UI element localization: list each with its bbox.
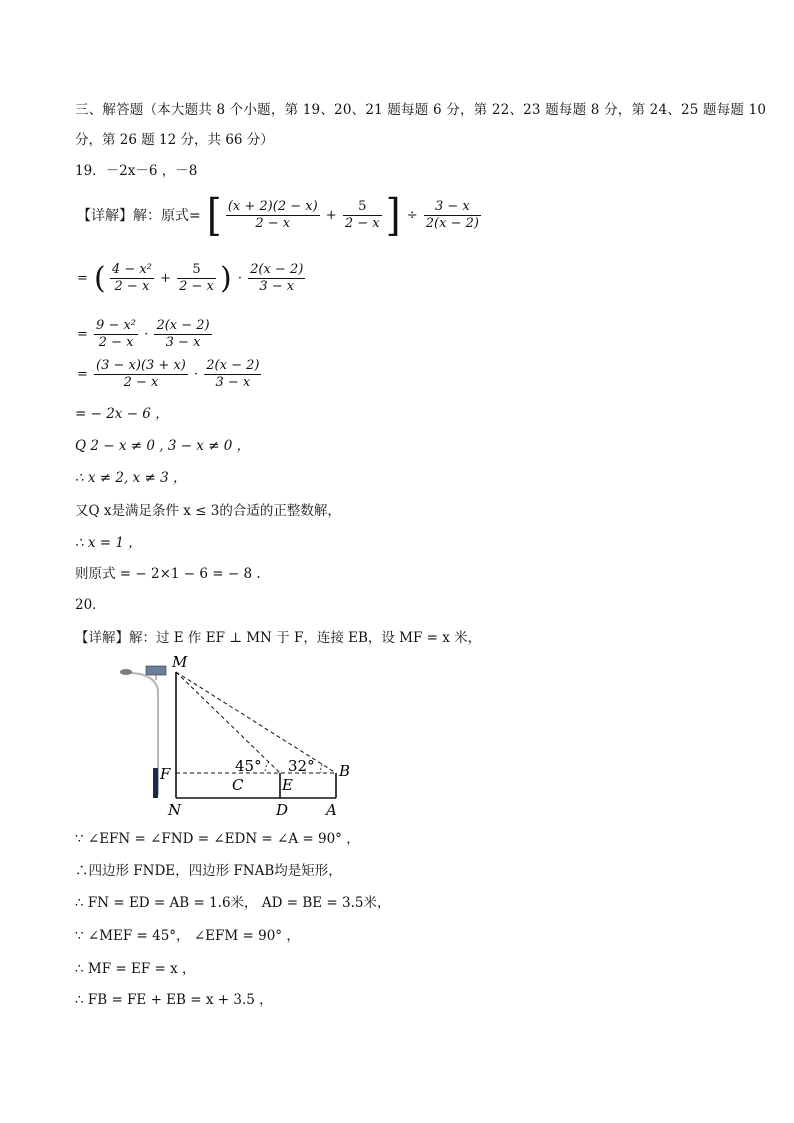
fraction <box>110 262 154 295</box>
numerator: 5 <box>343 199 382 216</box>
q20-line2: ∴四边形 FNDE，四边形 FNAB均是矩形， <box>75 863 342 879</box>
equals-sign: = <box>77 327 88 342</box>
q20-line4: ∵ ∠MEF = 45°， ∠EFM = 90° ， <box>75 928 300 944</box>
right-bracket: ] <box>385 189 401 241</box>
q20-line6: ∴ FB = FE + EB = x + 3.5 ， <box>75 992 273 1008</box>
q19-step9: ∴ x = 1 ， <box>75 535 142 551</box>
denominator: 3 − x <box>215 375 251 390</box>
fraction <box>248 262 305 295</box>
fraction <box>94 318 138 351</box>
numerator: 2(x − 2) <box>156 318 210 333</box>
fraction <box>154 318 211 351</box>
q19-step6: Q 2 − x ≠ 0 , 3 − x ≠ 0 ， <box>75 438 251 454</box>
angle-label-32: 32° <box>288 757 315 775</box>
equals-sign: = <box>77 271 88 286</box>
angle-arc-e <box>265 762 269 773</box>
fraction <box>424 199 481 232</box>
geometry-figure <box>110 650 370 820</box>
denominator: 2 − x <box>179 279 214 294</box>
q20-detail: 【详解】解：过 E 作 EF ⊥ MN 于 F，连接 EB，设 MF = x 米， <box>75 630 482 646</box>
q19-step5: = − 2x − 6 ， <box>75 406 169 422</box>
equals-sign: = <box>77 367 88 382</box>
section-header-line2: 分，第 26 题 12 分，共 66 分） <box>75 132 274 148</box>
right-paren: ) <box>219 260 232 296</box>
numerator: 5 <box>177 262 216 279</box>
label-m: M <box>172 653 188 671</box>
dot-sign: · <box>194 367 199 382</box>
denominator: 2 − x <box>255 215 291 231</box>
q19-step2 <box>75 262 305 295</box>
q19-step7: ∴ x ≠ 2, x ≠ 3 ， <box>75 470 187 486</box>
divide-sign: ÷ <box>406 207 418 223</box>
denominator: 2 − x <box>98 335 134 350</box>
angle-label-45: 45° <box>235 757 262 775</box>
left-bracket: [ <box>206 189 222 241</box>
numerator: 2(x − 2) <box>250 262 304 277</box>
dot-sign: · <box>144 327 149 342</box>
denominator: 2(x − 2) <box>425 215 479 231</box>
q20-line3: ∴ FN = ED = AB = 1.6米， AD = BE = 3.5米， <box>75 895 391 911</box>
fraction <box>343 199 382 232</box>
fraction <box>204 358 261 391</box>
denominator: 3 − x <box>165 335 201 350</box>
dot-sign: · <box>237 271 242 286</box>
line-me <box>176 672 280 773</box>
denominator: 2 − x <box>123 375 159 390</box>
q19-step8: 又Q x是满足条件 x ≤ 3的合适的正整数解， <box>75 503 341 519</box>
fraction <box>226 199 320 232</box>
label-c: C <box>232 776 244 794</box>
section-header-line1: 三、解答题（本大题共 8 个小题，第 19、20、21 题每题 6 分，第 22、23 题每题 8 分，第 24、25 题每题 10 <box>75 102 767 118</box>
q20-line5: ∴ MF = EF = x ， <box>75 961 196 977</box>
numerator: 4 − x² <box>111 262 152 277</box>
label-d: D <box>276 801 289 819</box>
numerator: 3 − x <box>424 199 481 216</box>
numerator: (x + 2)(2 − x) <box>227 198 318 214</box>
label-a: A <box>326 801 337 819</box>
label-f: F <box>160 765 171 783</box>
q20-number: 20． <box>75 597 106 613</box>
q20-line1: ∵ ∠EFN = ∠FND = ∠EDN = ∠A = 90° ， <box>75 831 360 847</box>
q19-step1 <box>75 189 481 241</box>
angle-arc-b <box>321 764 322 773</box>
q19-step4 <box>75 358 261 391</box>
plus-sign: + <box>325 207 337 223</box>
label-n: N <box>168 801 182 819</box>
label-b: B <box>339 762 351 780</box>
detail-lead: 【详解】解：原式= <box>77 208 201 224</box>
q19-step3 <box>75 318 212 351</box>
fraction <box>94 358 188 391</box>
numerator: 9 − x² <box>96 318 137 333</box>
plus-sign: + <box>160 271 171 286</box>
q19-step10: 则原式 = − 2×1 − 6 = − 8 . <box>75 566 261 582</box>
denominator: 2 − x <box>344 215 380 231</box>
numerator: 2(x − 2) <box>206 358 260 373</box>
denominator: 2 − x <box>114 279 150 294</box>
label-e: E <box>282 776 293 794</box>
q19-answer: 19．－2x－6 ，－8 <box>75 163 198 179</box>
left-paren: ( <box>94 260 106 296</box>
fraction <box>177 262 216 295</box>
denominator: 3 − x <box>259 279 295 294</box>
numerator: (3 − x)(3 + x) <box>96 358 186 373</box>
